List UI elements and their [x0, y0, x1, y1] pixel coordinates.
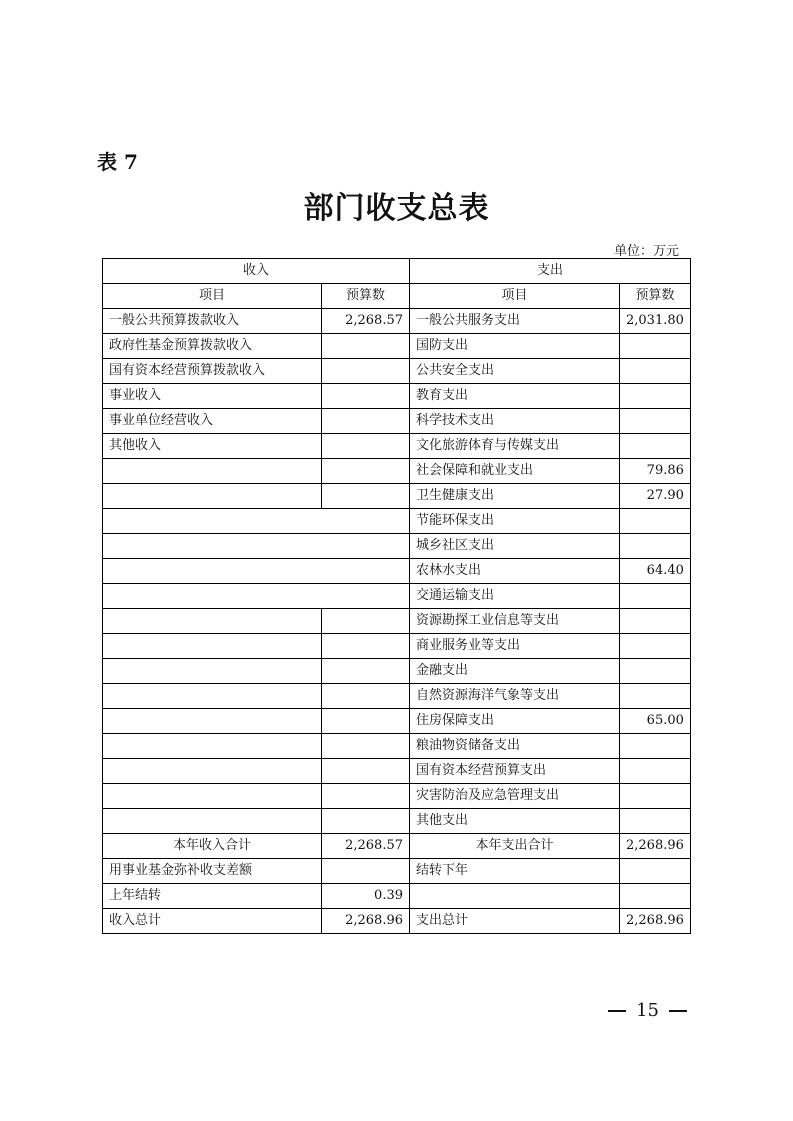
expense-item-header: 项目	[410, 284, 620, 309]
income-item-value	[322, 709, 410, 734]
income-item-value	[322, 359, 410, 384]
table-number: 表 7	[97, 150, 138, 174]
income-item-name	[103, 559, 410, 584]
dash-left	[608, 1010, 626, 1012]
expense-item-name: 教育支出	[410, 384, 620, 409]
table-row	[103, 759, 691, 784]
expense-item-name: 一般公共服务支出	[410, 309, 620, 334]
income-item-name	[103, 484, 322, 509]
year-total-row	[103, 834, 691, 859]
column-header-row	[103, 284, 691, 309]
income-item-header: 项目	[103, 284, 322, 309]
table-row	[103, 459, 691, 484]
expense-item-value	[620, 359, 691, 384]
income-item-name	[103, 759, 322, 784]
expense-item-value: 27.90	[620, 484, 691, 509]
table-row	[103, 509, 691, 534]
income-item-name	[103, 734, 322, 759]
expense-item-name: 国有资本经营预算支出	[410, 759, 620, 784]
expense-item-name: 资源勘探工业信息等支出	[410, 609, 620, 634]
empty-cell	[620, 884, 691, 909]
table-row	[103, 859, 691, 884]
table-row	[103, 434, 691, 459]
income-item-name: 事业收入	[103, 384, 322, 409]
empty-cell	[410, 884, 620, 909]
income-item-name: 事业单位经营收入	[103, 409, 322, 434]
expense-item-name: 农林水支出	[410, 559, 620, 584]
income-item-value	[322, 784, 410, 809]
expense-item-name: 公共安全支出	[410, 359, 620, 384]
grand-total-row	[103, 909, 691, 934]
income-year-total-label: 本年收入合计	[103, 834, 322, 859]
page-number-value: 15	[636, 1000, 659, 1021]
carry-forward-value	[620, 859, 691, 884]
income-item-value	[322, 409, 410, 434]
fund-make-up-label: 用事业基金弥补收支差额	[103, 859, 322, 884]
expense-item-value	[620, 759, 691, 784]
table-row	[103, 534, 691, 559]
table-row	[103, 709, 691, 734]
income-item-name	[103, 459, 322, 484]
table-row	[103, 684, 691, 709]
expense-item-value	[620, 384, 691, 409]
income-item-value: 2,268.57	[322, 309, 410, 334]
expense-item-name: 商业服务业等支出	[410, 634, 620, 659]
income-item-name: 政府性基金预算拨款收入	[103, 334, 322, 359]
income-total-value: 2,268.96	[322, 909, 410, 934]
income-item-value	[322, 809, 410, 834]
expense-item-value: 79.86	[620, 459, 691, 484]
income-item-value	[322, 684, 410, 709]
expense-item-value	[620, 634, 691, 659]
expense-item-value	[620, 784, 691, 809]
income-item-name	[103, 784, 322, 809]
expense-item-value	[620, 434, 691, 459]
expense-item-name: 住房保障支出	[410, 709, 620, 734]
prev-year-label: 上年结转	[103, 884, 322, 909]
expense-item-name: 灾害防治及应急管理支出	[410, 784, 620, 809]
table-row	[103, 484, 691, 509]
income-year-total-value: 2,268.57	[322, 834, 410, 859]
prev-year-value: 0.39	[322, 884, 410, 909]
expense-item-name: 节能环保支出	[410, 509, 620, 534]
table-row	[103, 309, 691, 334]
income-item-value	[322, 384, 410, 409]
table-row	[103, 409, 691, 434]
table-row	[103, 584, 691, 609]
page-title: 部门收支总表	[303, 191, 490, 226]
expense-item-name: 卫生健康支出	[410, 484, 620, 509]
income-item-name: 国有资本经营预算拨款收入	[103, 359, 322, 384]
expense-item-name: 粮油物资储备支出	[410, 734, 620, 759]
expense-budget-header: 预算数	[620, 284, 691, 309]
expense-item-value	[620, 584, 691, 609]
income-item-name	[103, 684, 322, 709]
expense-total-label: 支出总计	[410, 909, 620, 934]
expense-item-value	[620, 809, 691, 834]
income-item-value	[322, 484, 410, 509]
income-item-value	[322, 759, 410, 784]
income-item-name	[103, 709, 322, 734]
income-total-label: 收入总计	[103, 909, 322, 934]
income-item-name: 一般公共预算拨款收入	[103, 309, 322, 334]
income-item-name	[103, 509, 410, 534]
income-item-name	[103, 809, 322, 834]
unit-label: 单位：万元	[613, 244, 679, 259]
expense-item-name: 科学技术支出	[410, 409, 620, 434]
table-row	[103, 559, 691, 584]
expense-item-name: 城乡社区支出	[410, 534, 620, 559]
expense-item-name: 其他支出	[410, 809, 620, 834]
table-row	[103, 609, 691, 634]
income-item-value	[322, 334, 410, 359]
expense-item-name: 文化旅游体育与传媒支出	[410, 434, 620, 459]
expense-item-value	[620, 334, 691, 359]
expense-item-value	[620, 509, 691, 534]
expense-item-value	[620, 734, 691, 759]
table-row	[103, 809, 691, 834]
expense-item-value: 64.40	[620, 559, 691, 584]
page-number	[598, 1000, 697, 1021]
table-row	[103, 659, 691, 684]
income-item-name	[103, 584, 410, 609]
income-header: 收入	[103, 259, 410, 284]
table-row	[103, 734, 691, 759]
expense-total-value: 2,268.96	[620, 909, 691, 934]
table-row	[103, 334, 691, 359]
expense-item-value: 2,031.80	[620, 309, 691, 334]
table-row	[103, 359, 691, 384]
expense-item-value	[620, 659, 691, 684]
expense-year-total-value: 2,268.96	[620, 834, 691, 859]
income-item-value	[322, 609, 410, 634]
table-row	[103, 384, 691, 409]
income-item-value	[322, 434, 410, 459]
expense-item-value	[620, 534, 691, 559]
carry-forward-label: 结转下年	[410, 859, 620, 884]
expense-item-value: 65.00	[620, 709, 691, 734]
expense-item-value	[620, 409, 691, 434]
income-item-name: 其他收入	[103, 434, 322, 459]
expense-header: 支出	[410, 259, 691, 284]
income-item-value	[322, 634, 410, 659]
expense-item-name: 国防支出	[410, 334, 620, 359]
dash-right	[669, 1010, 687, 1012]
table-row	[103, 634, 691, 659]
income-budget-header: 预算数	[322, 284, 410, 309]
income-item-value	[322, 459, 410, 484]
income-item-name	[103, 634, 322, 659]
expense-year-total-label: 本年支出合计	[410, 834, 620, 859]
fund-make-up-value	[322, 859, 410, 884]
table-row	[103, 884, 691, 909]
income-item-value	[322, 659, 410, 684]
income-item-name	[103, 609, 322, 634]
expense-item-name: 社会保障和就业支出	[410, 459, 620, 484]
table-header-row	[103, 259, 691, 284]
table-row	[103, 784, 691, 809]
budget-table	[102, 258, 691, 934]
expense-item-value	[620, 684, 691, 709]
income-item-name	[103, 659, 322, 684]
expense-item-value	[620, 609, 691, 634]
income-item-name	[103, 534, 410, 559]
expense-item-name: 自然资源海洋气象等支出	[410, 684, 620, 709]
expense-item-name: 金融支出	[410, 659, 620, 684]
income-item-value	[322, 734, 410, 759]
expense-item-name: 交通运输支出	[410, 584, 620, 609]
